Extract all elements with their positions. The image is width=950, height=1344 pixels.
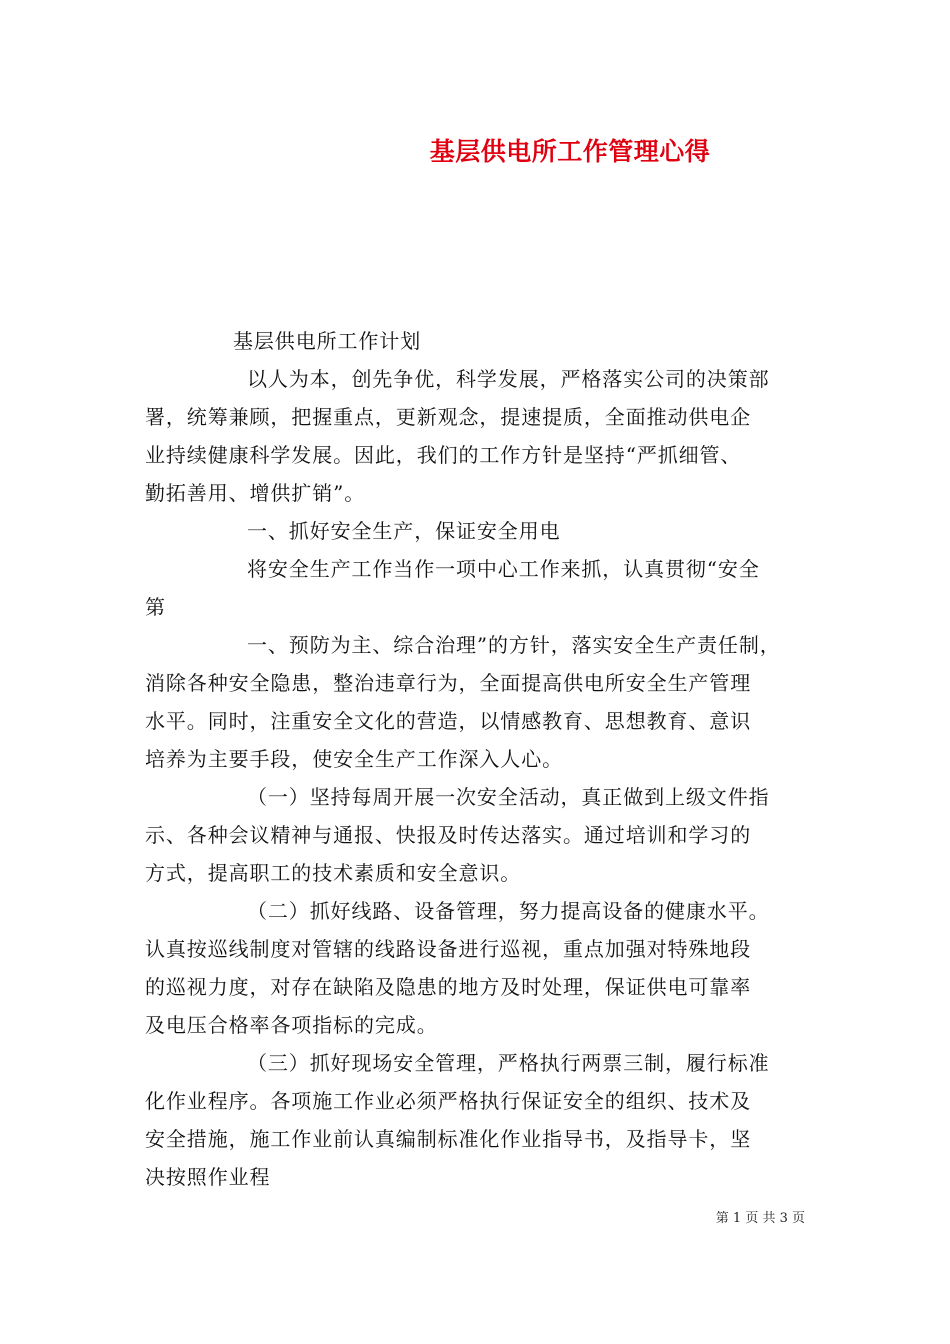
paragraph-line: 示、各种会议精神与通报、快报及时传达落实。通过培训和学习的 — [145, 823, 752, 847]
paragraph-line: 署，统筹兼顾，把握重点，更新观念，提速提质，全面推动供电企 — [145, 405, 752, 429]
paragraph-line: 决按照作业程 — [145, 1165, 271, 1189]
paragraph-line: 方式，提高职工的技术素质和安全意识。 — [145, 861, 522, 885]
paragraph-line: （二）抓好线路、设备管理，努力提高设备的健康水平。 — [247, 899, 770, 923]
paragraph-line: 业持续健康科学发展。因此，我们的工作方针是坚持“严抓细管、 — [145, 443, 742, 467]
paragraph-line: 的巡视力度，对存在缺陷及隐患的地方及时处理，保证供电可靠率 — [145, 975, 752, 999]
paragraph-line: （一）坚持每周开展一次安全活动，真正做到上级文件指 — [247, 785, 770, 809]
paragraph-line: 及电压合格率各项指标的完成。 — [145, 1013, 438, 1037]
document-title: 基层供电所工作管理心得 — [429, 137, 711, 166]
paragraph-line: 以人为本，创先争优，科学发展，严格落实公司的决策部 — [247, 367, 770, 391]
paragraph-line: 将安全生产工作当作一项中心工作来抓，认真贯彻“安全 — [247, 557, 760, 581]
paragraph-line: 勤拓善用、增供扩销”。 — [145, 481, 366, 505]
section-heading: 一、抓好安全生产，保证安全用电 — [247, 519, 561, 543]
paragraph-line: 认真按巡线制度对管辖的线路设备进行巡视，重点加强对特殊地段 — [145, 937, 752, 961]
page-number: 第 1 页 共 3 页 — [715, 1211, 805, 1226]
paragraph-line: 一、预防为主、综合治理”的方针，落实安全生产责任制， — [247, 633, 781, 657]
paragraph-line: 消除各种安全隐患，整治违章行为，全面提高供电所安全生产管理 — [145, 671, 752, 695]
paragraph-line: 培养为主要手段，使安全生产工作深入人心。 — [145, 747, 563, 771]
paragraph-line: 水平。同时，注重安全文化的营造，以情感教育、思想教育、意识 — [145, 709, 752, 733]
paragraph-line: 安全措施，施工作业前认真编制标准化作业指导书，及指导卡，坚 — [145, 1127, 752, 1151]
paragraph-line: 第 — [145, 595, 166, 619]
paragraph-line: （三）抓好现场安全管理，严格执行两票三制，履行标准 — [247, 1051, 770, 1075]
paragraph-line: 化作业程序。各项施工作业必须严格执行保证安全的组织、技术及 — [145, 1089, 752, 1113]
document-subtitle: 基层供电所工作计划 — [233, 329, 422, 353]
